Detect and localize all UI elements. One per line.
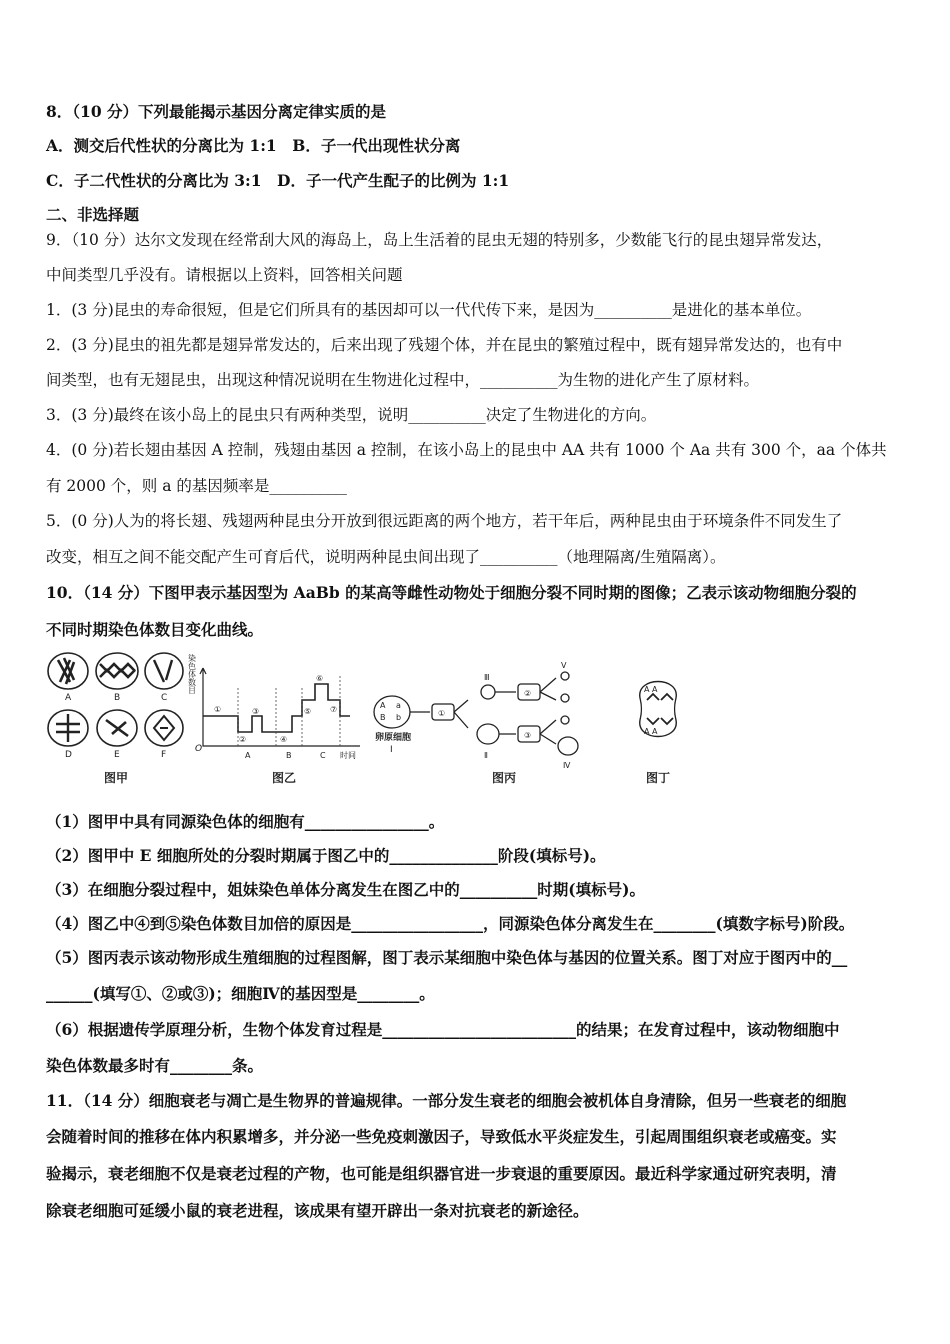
figure-bing-labels bbox=[375, 661, 571, 770]
bing-cell-4: Ⅳ bbox=[563, 761, 571, 770]
cell-label-e: E bbox=[114, 750, 120, 760]
figure-yi bbox=[188, 653, 361, 785]
seg-3: ③ bbox=[252, 707, 260, 716]
q9-sub3: 3．(3 分)最终在该小岛上的昆虫只有两种类型，说明__________决定了生物进化的方向。 bbox=[46, 406, 657, 424]
q9-sub5-line2: 改变，相互之间不能交配产生可育后代，说明两种昆虫间出现了__________（地理隔离/生殖隔离）。 bbox=[46, 548, 726, 566]
q11-line3: 验揭示，衰老细胞不仅是衰老过程的产物，也可能是组织器官进一步衰退的重要原因。最近科学家通过研究表明，清 bbox=[46, 1164, 837, 1183]
q8-options-cd: C．子二代性状的分离比为 3:1 D．子一代产生配子的比例为 1:1 bbox=[46, 171, 510, 190]
cell-label-f: F bbox=[161, 750, 167, 760]
q10-figure bbox=[40, 646, 760, 796]
bing-start-roman: Ⅰ bbox=[390, 745, 393, 755]
cell-f bbox=[145, 710, 183, 746]
bing-cell-2: Ⅱ bbox=[484, 751, 488, 760]
bing-gene-a2: a bbox=[396, 701, 401, 710]
q10-stem-line2: 不同时期染色体数目变化曲线。 bbox=[46, 620, 264, 639]
bing-gene-b2: b bbox=[396, 713, 402, 722]
seg-1: ① bbox=[214, 705, 222, 714]
q8-options-ab: A．测交后代性状的分离比为 1:1 B．子一代出现性状分离 bbox=[46, 136, 461, 155]
yi-ylabel: 染色体数目 bbox=[187, 654, 197, 694]
yi-xlabel: 时间 bbox=[340, 751, 356, 760]
cell-c bbox=[145, 653, 183, 689]
q10-sub2: （2）图甲中 E 细胞所处的分裂时期属于图乙中的______________阶段(填标号)。 bbox=[46, 846, 606, 865]
cell-d bbox=[48, 710, 88, 746]
bing-step-1: ① bbox=[438, 709, 446, 718]
seg-7: ⑦ bbox=[330, 705, 338, 714]
stage-a: A bbox=[245, 751, 251, 760]
cell-a bbox=[48, 653, 88, 689]
q9-sub4-line1: 4．(0 分)若长翅由基因 A 控制，残翅由基因 a 控制，在该小岛上的昆虫中 AA 共有 1000 个 Aa 共有 300 个，aa 个体共 bbox=[46, 441, 887, 459]
caption-jia: 图甲 bbox=[104, 771, 129, 785]
caption-ding: 图丁 bbox=[646, 771, 671, 785]
stage-b: B bbox=[286, 751, 292, 760]
seg-2: ② bbox=[239, 735, 247, 744]
q9-stem-line2: 中间类型几乎没有。请根据以上资料，回答相关问题 bbox=[46, 266, 403, 284]
cell-label-c: C bbox=[161, 693, 168, 703]
seg-4: ④ bbox=[280, 735, 288, 744]
q9-sub2-line2: 间类型，也有无翅昆虫，出现这种情况说明在生物进化过程中，__________为生物的进化产生了原材料。 bbox=[46, 371, 760, 389]
bing-gene-b1: B bbox=[380, 713, 386, 722]
ding-genes-top: A A bbox=[644, 685, 658, 694]
seg-5: ⑤ bbox=[304, 707, 312, 716]
q10-sub6-line2: 染色体数最多时有________条。 bbox=[46, 1056, 264, 1075]
yi-origin: O bbox=[195, 744, 203, 754]
q9-sub2-line1: 2．(3 分)昆虫的祖先都是翅异常发达的，后来出现了残翅个体，并在昆虫的繁殖过程中，既有翅异常发达的，也有中 bbox=[46, 336, 843, 354]
q10-sub4: （4）图乙中④到⑤染色体数目加倍的原因是_________________，同源染色体分离发生在________(填数字标号)阶段。 bbox=[46, 914, 855, 933]
cell-label-b: B bbox=[114, 693, 121, 703]
q9-stem-line1: 9．（10 分）达尔文发现在经常刮大风的海岛上，岛上生活着的昆虫无翅的特别多，少数能飞行的昆虫翅异常发达， bbox=[46, 231, 833, 249]
q11-line4: 除衰老细胞可延缓小鼠的衰老进程，该成果有望开辟出一条对抗衰老的新途径。 bbox=[46, 1201, 589, 1220]
caption-yi: 图乙 bbox=[272, 771, 297, 785]
bing-cell-3: Ⅲ bbox=[484, 673, 490, 682]
figure-ding-labels bbox=[644, 685, 658, 736]
ding-genes-bottom: A A bbox=[644, 727, 658, 736]
q9-sub4-line2: 有 2000 个，则 a 的基因频率是__________ bbox=[46, 477, 347, 495]
cell-label-d: D bbox=[65, 750, 72, 760]
q10-sub1: （1）图甲中具有同源染色体的细胞有________________。 bbox=[46, 812, 445, 831]
bing-step-2: ② bbox=[524, 689, 532, 698]
section-title: 二、非选择题 bbox=[46, 205, 140, 224]
caption-bing: 图丙 bbox=[492, 771, 517, 785]
seg-6: ⑥ bbox=[316, 674, 324, 683]
bing-cell-5: Ⅴ bbox=[561, 661, 567, 670]
q8-stem: 8．（10 分）下列最能揭示基因分离定律实质的是 bbox=[46, 102, 387, 121]
cell-e bbox=[97, 710, 137, 746]
cell-b bbox=[96, 653, 138, 689]
q10-sub6-line1: （6）根据遗传学原理分析，生物个体发育过程是_________________________的结果；在发育过程中，该动物细胞中 bbox=[46, 1020, 840, 1039]
bing-step-3: ③ bbox=[524, 731, 532, 740]
q10-sub5-line1: （5）图丙表示该动物形成生殖细胞的过程图解，图丁表示某细胞中染色体与基因的位置关系。图丁对应于图丙中的__ bbox=[46, 948, 848, 967]
bing-start-label: 卵原细胞 bbox=[375, 733, 412, 743]
q9-sub1: 1．(3 分)昆虫的寿命很短，但是它们所具有的基因却可以一代代传下来，是因为__________是进化的基本单位。 bbox=[46, 301, 812, 319]
q11-line2: 会随着时间的推移在体内积累增多，并分泌一些免疫刺激因子，导致低水平炎症发生，引起周围组织衰老或癌变。实 bbox=[46, 1127, 837, 1146]
yi-curve bbox=[203, 684, 350, 732]
q11-line1: 11．（14 分）细胞衰老与凋亡是生物界的普遍规律。一部分发生衰老的细胞会被机体自身清除，但另一些衰老的细胞 bbox=[46, 1091, 847, 1110]
cell-label-a: A bbox=[65, 693, 72, 703]
q10-sub3: （3）在细胞分裂过程中，姐妹染色单体分离发生在图乙中的__________时期(填标号)。 bbox=[46, 880, 645, 899]
bing-gene-a1: A bbox=[380, 701, 386, 710]
stage-c: C bbox=[320, 751, 326, 760]
q9-sub5-line1: 5．(0 分)人为的将长翅、残翅两种昆虫分开放到很远距离的两个地方，若干年后，两种昆虫由于环境条件不同发生了 bbox=[46, 512, 843, 530]
q10-sub5-line2: ______(填写①、②或③)；细胞Ⅳ的基因型是________。 bbox=[46, 984, 435, 1003]
q10-stem-line1: 10．（14 分）下图甲表示基因型为 AaBb 的某高等雌性动物处于细胞分裂不同时期的图像；乙表示该动物细胞分裂的 bbox=[46, 583, 857, 602]
